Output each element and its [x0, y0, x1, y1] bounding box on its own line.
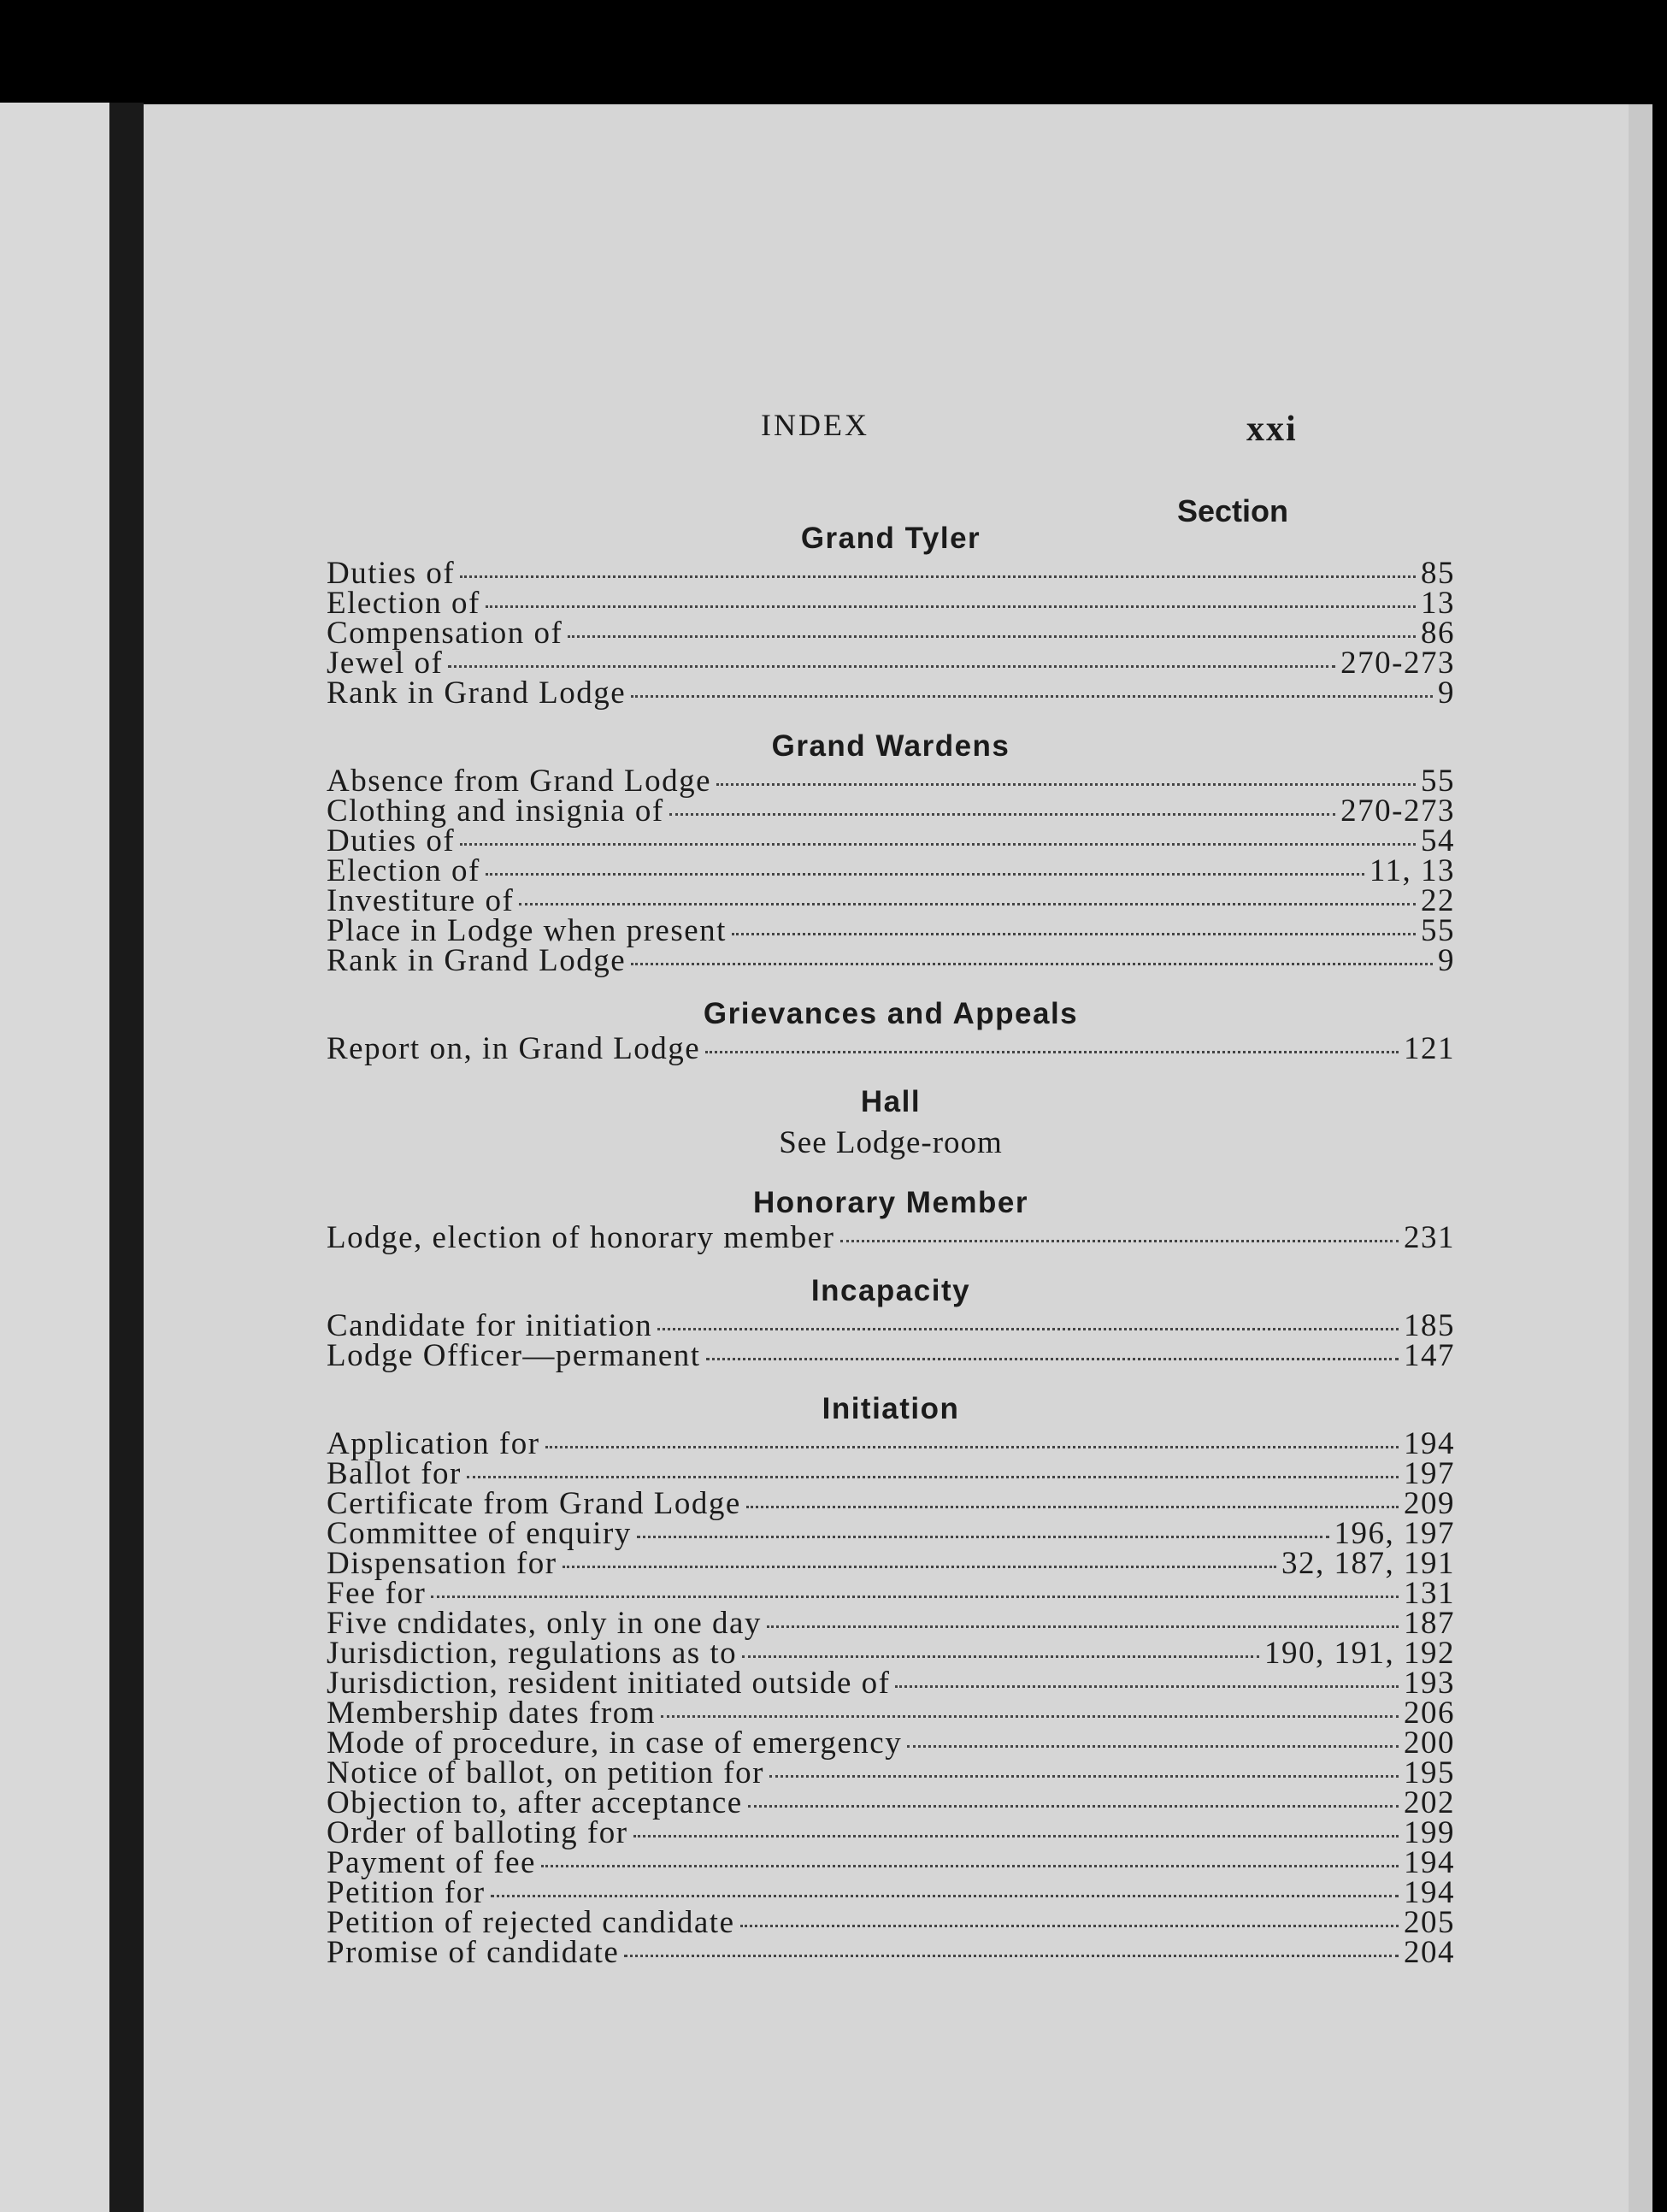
dot-leader [748, 1805, 1399, 1808]
entry-label: Place in Lodge when present [327, 913, 727, 948]
entry-section-ref: 86 [1421, 616, 1455, 651]
dot-leader [895, 1685, 1399, 1688]
dot-leader [491, 1895, 1399, 1897]
section-gap [327, 708, 1455, 727]
entry-section-ref: 196, 197 [1334, 1516, 1455, 1551]
section-column-label: Section [1177, 493, 1289, 528]
dot-leader [657, 1328, 1399, 1330]
index-entry [327, 943, 1455, 978]
entry-section-ref: 205 [1404, 1905, 1455, 1940]
entry-section-ref: 9 [1438, 943, 1455, 978]
dot-leader [742, 1655, 1259, 1658]
dot-leader [767, 1625, 1399, 1628]
entry-label: Notice of ballot, on petition for [327, 1755, 764, 1790]
index-heading: Honorary Member [752, 1186, 1029, 1219]
dot-leader [907, 1745, 1399, 1748]
entry-label: Clothing and insignia of [327, 793, 664, 829]
entry-section-ref: 199 [1404, 1815, 1455, 1850]
dot-leader [624, 1955, 1399, 1957]
dot-leader [448, 665, 1335, 668]
entry-label: Investiture of [327, 883, 515, 918]
index-list [327, 519, 1455, 1970]
index-entry [327, 853, 1455, 888]
entry-section-ref: 121 [1404, 1031, 1455, 1066]
entry-section-ref: 194 [1404, 1426, 1455, 1461]
entry-label: Certificate from Grand Lodge [327, 1486, 741, 1521]
dot-leader [486, 873, 1364, 876]
index-entry [327, 1785, 1455, 1820]
dot-leader [563, 1566, 1276, 1568]
entry-label: Report on, in Grand Lodge [327, 1031, 701, 1066]
entry-section-ref: 194 [1404, 1875, 1455, 1910]
index-entry [327, 1516, 1455, 1551]
index-heading: Grand Wardens [771, 729, 1010, 763]
entry-section-ref: 193 [1404, 1666, 1455, 1701]
entry-label: Jurisdiction, resident initiated outside of [327, 1666, 891, 1701]
index-entry [327, 1606, 1455, 1641]
entry-label: Membership dates from [327, 1696, 656, 1731]
entry-section-ref: 197 [1404, 1456, 1455, 1491]
index-entry [327, 1546, 1455, 1581]
dot-leader [705, 1051, 1399, 1053]
entry-section-ref: 55 [1421, 913, 1455, 948]
facing-page [0, 103, 111, 2212]
entry-label: Objection to, after acceptance [327, 1785, 743, 1820]
entry-label: Duties of [327, 823, 456, 858]
entry-label: Election of [327, 853, 480, 888]
running-head-title: INDEX [761, 408, 869, 442]
dot-leader [732, 933, 1416, 935]
index-entry [327, 1815, 1455, 1850]
entry-section-ref: 195 [1404, 1755, 1455, 1790]
index-entry [327, 1666, 1455, 1701]
index-entry [327, 1308, 1455, 1343]
dot-leader [460, 575, 1416, 578]
entry-section-ref: 202 [1404, 1785, 1455, 1820]
index-entry [327, 675, 1455, 711]
index-entry [327, 913, 1455, 948]
entry-section-ref: 206 [1404, 1696, 1455, 1731]
entry-label: Election of [327, 586, 480, 621]
entry-section-ref: 270-273 [1340, 793, 1455, 829]
dot-leader [631, 695, 1433, 698]
book-spine-shadow [109, 103, 144, 2212]
entry-label: Five cndidates, only in one day [327, 1606, 762, 1641]
dot-leader [467, 1476, 1399, 1478]
entry-label: Petition of rejected candidate [327, 1905, 735, 1940]
index-entry [327, 1220, 1455, 1255]
entry-section-ref: 11, 13 [1369, 853, 1455, 888]
entry-label: Jurisdiction, regulations as to [327, 1636, 738, 1671]
dot-leader [740, 1925, 1399, 1927]
entry-section-ref: 131 [1404, 1576, 1455, 1611]
index-entry [327, 1725, 1455, 1761]
running-head [144, 407, 1652, 450]
index-entry [327, 1755, 1455, 1790]
index-entry [327, 1696, 1455, 1731]
entry-section-ref: 190, 191, 192 [1264, 1636, 1455, 1671]
section-gap [327, 1064, 1455, 1082]
entry-section-ref: 147 [1404, 1338, 1455, 1373]
index-entry [327, 616, 1455, 651]
index-entry [327, 1636, 1455, 1671]
dot-leader [431, 1596, 1399, 1598]
entry-label: Ballot for [327, 1456, 462, 1491]
entry-section-ref: 13 [1421, 586, 1455, 621]
dot-leader [661, 1715, 1399, 1718]
entry-label: Rank in Grand Lodge [327, 943, 627, 978]
entry-section-ref: 204 [1404, 1935, 1455, 1970]
index-entry [327, 1031, 1455, 1066]
index-heading: Initiation [822, 1392, 960, 1425]
entry-label: Absence from Grand Lodge [327, 764, 712, 799]
section-gap [327, 1165, 1455, 1183]
index-heading: Incapacity [810, 1274, 971, 1307]
dot-leader [637, 1536, 1329, 1538]
index-entry [327, 1456, 1455, 1491]
index-entry [327, 793, 1455, 829]
dot-leader [716, 783, 1416, 786]
dot-leader [486, 605, 1416, 608]
entry-section-ref: 22 [1421, 883, 1455, 918]
entry-label: Petition for [327, 1875, 486, 1910]
entry-label: Compensation of [327, 616, 563, 651]
entry-section-ref: 270-273 [1340, 646, 1455, 681]
entry-section-ref: 32, 187, 191 [1281, 1546, 1455, 1581]
index-heading: Grand Tyler [800, 522, 981, 555]
entry-section-ref: 54 [1421, 823, 1455, 858]
entry-section-ref: 231 [1404, 1220, 1455, 1255]
dot-leader [545, 1446, 1399, 1448]
entry-section-ref: 209 [1404, 1486, 1455, 1521]
index-entry [327, 586, 1455, 621]
index-heading: Hall [860, 1085, 922, 1118]
entry-section-ref: 187 [1404, 1606, 1455, 1641]
entry-label: Mode of procedure, in case of emergency [327, 1725, 903, 1761]
entry-label: Rank in Grand Lodge [327, 675, 627, 711]
dot-leader [746, 1506, 1399, 1508]
index-entry [327, 1935, 1455, 1970]
dot-leader [631, 963, 1433, 965]
entry-label: Application for [327, 1426, 540, 1461]
index-page [144, 104, 1652, 2212]
entry-section-ref: 9 [1438, 675, 1455, 711]
entry-section-ref: 185 [1404, 1308, 1455, 1343]
entry-label: Order of balloting for [327, 1815, 628, 1850]
entry-section-ref: 85 [1421, 556, 1455, 591]
dot-leader [519, 903, 1416, 905]
entry-label: Lodge, election of honorary member [327, 1220, 835, 1255]
page-number: xxi [1246, 410, 1298, 449]
index-entry [327, 1426, 1455, 1461]
index-entry [327, 1338, 1455, 1373]
dot-leader [568, 635, 1416, 638]
entry-label: Promise of candidate [327, 1935, 620, 1970]
entry-label: Duties of [327, 556, 456, 591]
entry-label: Jewel of [327, 646, 444, 681]
index-entry [327, 764, 1455, 799]
section-gap [327, 1253, 1455, 1271]
dot-leader [633, 1835, 1399, 1837]
entry-label: Lodge Officer—permanent [327, 1338, 701, 1373]
entry-section-ref: 55 [1421, 764, 1455, 799]
dot-leader [769, 1775, 1399, 1778]
dot-leader [669, 813, 1335, 816]
index-entry [327, 823, 1455, 858]
dot-leader [460, 843, 1416, 846]
dot-leader [706, 1358, 1399, 1360]
index-entry [327, 1845, 1455, 1880]
index-entry [327, 1905, 1455, 1940]
index-entry [327, 646, 1455, 681]
index-entry [327, 556, 1455, 591]
dot-leader [541, 1865, 1399, 1867]
cross-reference-note: See Lodge-room [779, 1125, 1003, 1160]
entry-label: Committee of enquiry [327, 1516, 632, 1551]
section-gap [327, 976, 1455, 994]
entry-section-ref: 194 [1404, 1845, 1455, 1880]
section-gap [327, 1371, 1455, 1389]
index-heading: Grievances and Appeals [703, 997, 1079, 1030]
entry-label: Payment of fee [327, 1845, 536, 1880]
entry-label: Dispensation for [327, 1546, 557, 1581]
entry-section-ref: 200 [1404, 1725, 1455, 1761]
dot-leader [840, 1240, 1399, 1242]
entry-label: Fee for [327, 1576, 427, 1611]
index-entry [327, 1576, 1455, 1611]
index-entry [327, 1486, 1455, 1521]
index-entry [327, 883, 1455, 918]
index-entry [327, 1875, 1455, 1910]
entry-label: Candidate for initiation [327, 1308, 653, 1343]
